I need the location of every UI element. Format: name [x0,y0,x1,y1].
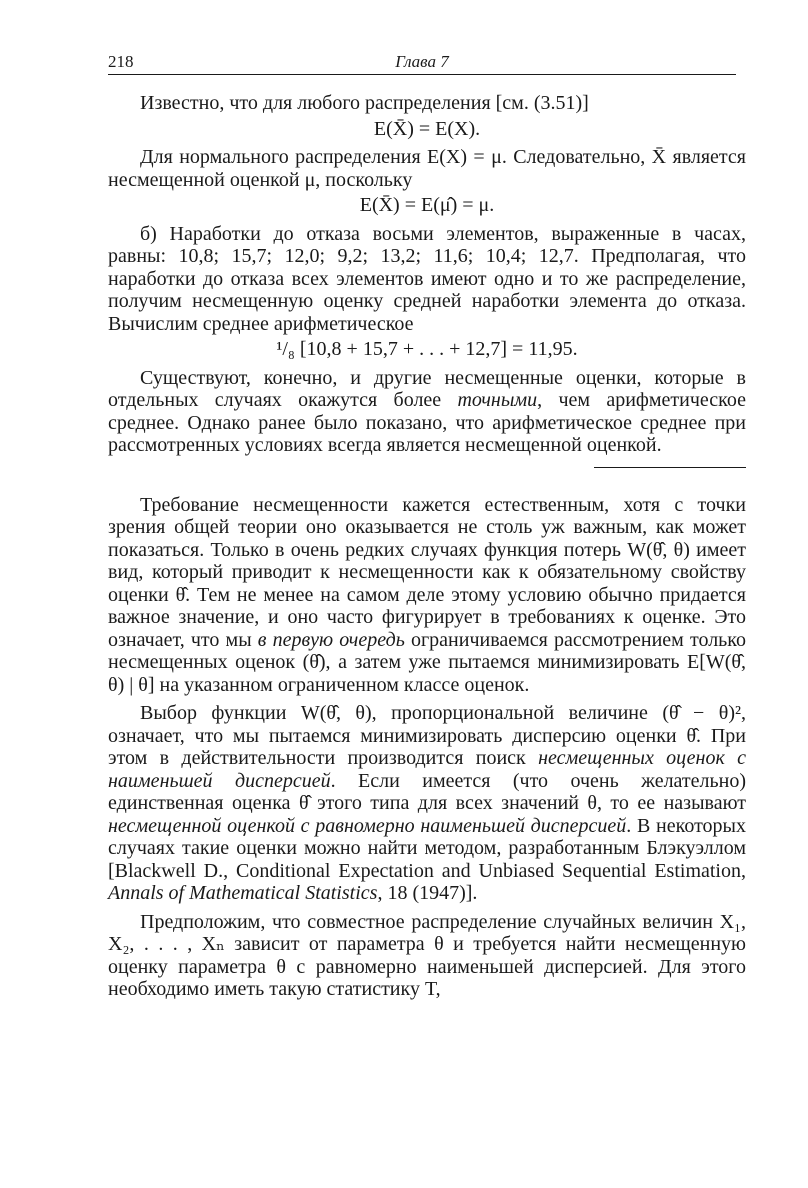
paragraph-3: б) Наработки до отказа восьми элементов, выраженные в часах, равны: 10,8; 15,7; 12,0; 9,2; 13,2; 11,6; 10,4; 12,7. Предполагая, что наработки до отказа всех элементов имеют одно и то же распределение, получим несмещенную оценку средней наработки элемента до отказа. Вычислим среднее арифметическое [108,222,746,335]
paragraph-6 [108,702,746,905]
paragraph-7: Предположим, что совместное распределение случайных величин X₁, X₂, . . . , Xₙ зависит от параметра θ и требуется найти несмещенную оценку параметра θ с равномерно наименьшей дисперсией. Для этого необходимо иметь такую статистику T, [108,910,746,1000]
paragraph-6-text-a: Выбор функции W(θ̂, θ), пропорциональной величине (θ̂ − θ)², означает, что мы пытаемся минимизировать дисперсию оценки θ̂. При этом в действительности производится поиск [108,702,746,769]
paragraph-5-emphasis: в первую очередь [257,628,405,651]
paragraph-4-emphasis: точными [457,389,538,411]
paragraph-5 [108,494,746,697]
paragraph-6-text-d: , 18 (1947)]. [377,882,478,904]
paragraph-4-text-a: Существуют, конечно, и другие несмещенные оценки, которые в отдельных случаях окажутся более [108,366,746,411]
paragraph-6-journal-title: Annals of Mathematical Statistics [108,882,378,904]
paragraph-6-emphasis-2: несмещенной оценкой с равномерно наименьшей дисперсией [108,814,627,837]
formula-3: ¹/₈ [10,8 + 15,7 + . . . + 12,7] = 11,95. [276,338,578,360]
paragraph-2: Для нормального распределения E(X) = μ. Следовательно, X̄ является несмещенной оценкой μ, поскольку [108,146,746,191]
example-end-rule [594,467,746,468]
paragraph-5-text-a: Требование несмещенности кажется естественным, хотя с точки зрения общей теории оно оказывается не столь уж важным, как может показаться. Только в очень редких случаях функция потерь W(θ̂, θ) имеет вид, который приводит к несмещенности как к обязательному свойству оценки θ̂. Тем не менее на самом деле этому условию обычно придается важное значение, и оно часто фигурирует в требованиях к оценке. Это означает, что мы [108,493,746,651]
paragraph-4-text-b: , чем арифметическое среднее. Однако ранее было показано, что арифметическое среднее при рассмотренных условиях всегда является несмещенной оценкой. [108,389,746,456]
paragraph-5-text-b: ограничиваемся рассмотрением только несмещенных оценок (θ̂), а затем уже пытаемся минимизировать E[W(θ̂, θ) | θ] на указанном ограниченном классе оценок. [108,628,746,696]
paragraph-6-emphasis-1: несмещенных оценок с наименьшей дисперсией [108,747,746,792]
page-body [108,92,746,1001]
chapter-title: Глава 7 [395,52,449,71]
running-header [108,50,736,75]
paragraph-6-text-b: . Если имеется (что очень желательно) единственная оценка θ̂ этого типа для всех значений θ, то ее называют [108,769,747,814]
paragraph-1: Известно, что для любого распределения [см. (3.51)] [140,92,589,114]
formula-1: E(X̄) = E(X). [373,117,481,140]
paragraph-4 [108,367,746,457]
formula-2: E(X̄) = E(μ̂) = μ. [359,194,495,216]
paragraph-6-text-c: . В некоторых случаях такие оценки можно найти методом, разработанным Блэкуэллом [Blackwell D., Conditional Expectation and Unbiased Sequential Estimation, [108,814,746,882]
page-number: 218 [108,52,134,71]
